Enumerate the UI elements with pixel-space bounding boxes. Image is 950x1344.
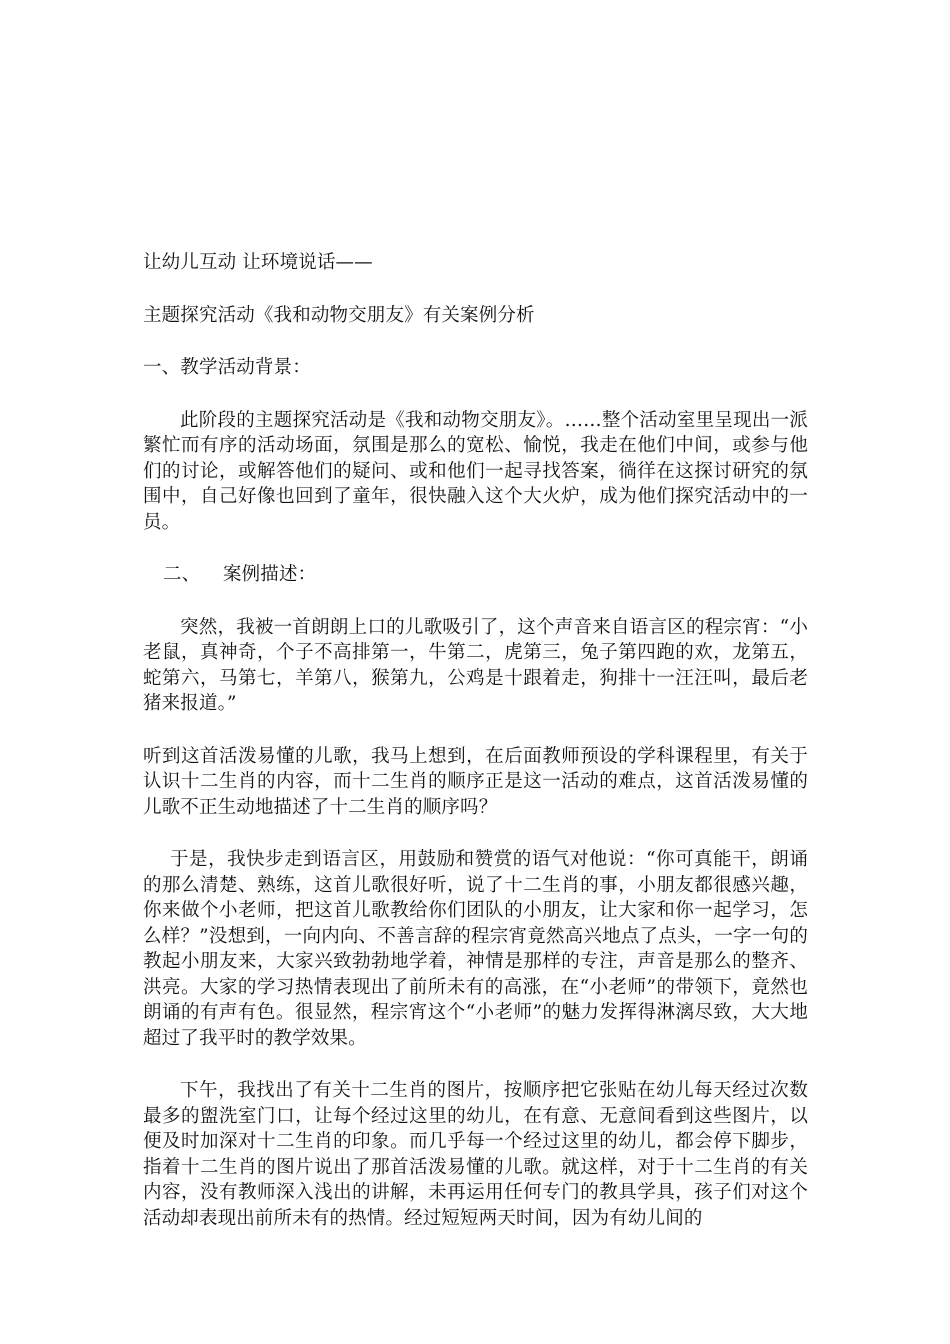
section-number: 二、 <box>163 564 201 585</box>
paragraph-nursery-rhyme: 突然，我被一首朗朗上口的儿歌吸引了，这个声音来自语言区的程宗宵：“小老鼠，真神奇，个子不高排第一，牛第二，虎第三，兔子第四跑的欢，龙第五，蛇第六，马第七，羊第八，猴第九，公鸡是十跟着走，狗排十一汪汪叫，最后老猪来报道。” <box>143 616 808 714</box>
paragraph-afternoon: 下午，我找出了有关十二生肖的图片，按顺序把它张贴在幼儿每天经过次数最多的盥洗室门口，让每个经过这里的幼儿，在有意、无意间看到这些图片，以便及时加深对十二生肖的印象。而几乎每一个经过这里的幼儿，都会停下脚步，指着十二生肖的图片说出了那首活泼易懂的儿歌。就这样，对于十二生肖的有关内容，没有教师深入浅出的讲解，未再运用任何专门的教具学具，孩子们对这个活动却表现出前所未有的热情。经过短短两天时间，因为有幼儿间的 <box>143 1080 808 1229</box>
paragraph-little-teacher: 于是，我快步走到语言区，用鼓励和赞赏的语气对他说：“你可真能干，朗诵的那么清楚、熟练，这首儿歌很好听，说了十二生肖的事，小朋友都很感兴趣，你来做个小老师，把这首儿歌教给你们团队的小朋友，让大家和你一起学习，怎么样？”没想到，一向内向、不善言辞的程宗宵竟然高兴地点了点头，一字一句的教起小朋友来，大家兴致勃勃地学着，神情是那样的专注，声音是那么的整齐、洪亮。大家的学习热情表现出了前所未有的高涨，在“小老师”的带领下，竟然也朗诵的有声有色。很显然，程宗宵这个“小老师”的魅力发挥得淋漓尽致，大大地超过了我平时的教学效果。 <box>143 849 808 1049</box>
document-body <box>143 250 808 1258</box>
paragraph-background: 此阶段的主题探究活动是《我和动物交朋友》。……整个活动室里呈现出一派繁忙而有序的活动场面，氛围是那么的宽松、愉悦，我走在他们中间，或参与他们的讨论，或解答他们的疑问、或和他们一起寻找答案，徜徉在这探讨研究的氛围中，自己好像也回到了童年，很快融入这个大火炉，成为他们探究活动中的一员。 <box>143 409 808 533</box>
section-heading-case <box>143 562 808 588</box>
paragraph-reflection: 听到这首活泼易懂的儿歌，我马上想到，在后面教师预设的学科课程里，有关于认识十二生肖的内容，而十二生肖的顺序正是这一活动的难点，这首活泼易懂的儿歌不正生动地描述了十二生肖的顺序吗？ <box>143 745 808 818</box>
section-label: 案例描述： <box>223 564 317 585</box>
document-subtitle: 主题探究活动《我和动物交朋友》有关案例分析 <box>143 304 535 326</box>
section-heading-background: 一、教学活动背景： <box>143 357 311 378</box>
document-title: 让幼儿互动 让环境说话—— <box>143 252 373 273</box>
